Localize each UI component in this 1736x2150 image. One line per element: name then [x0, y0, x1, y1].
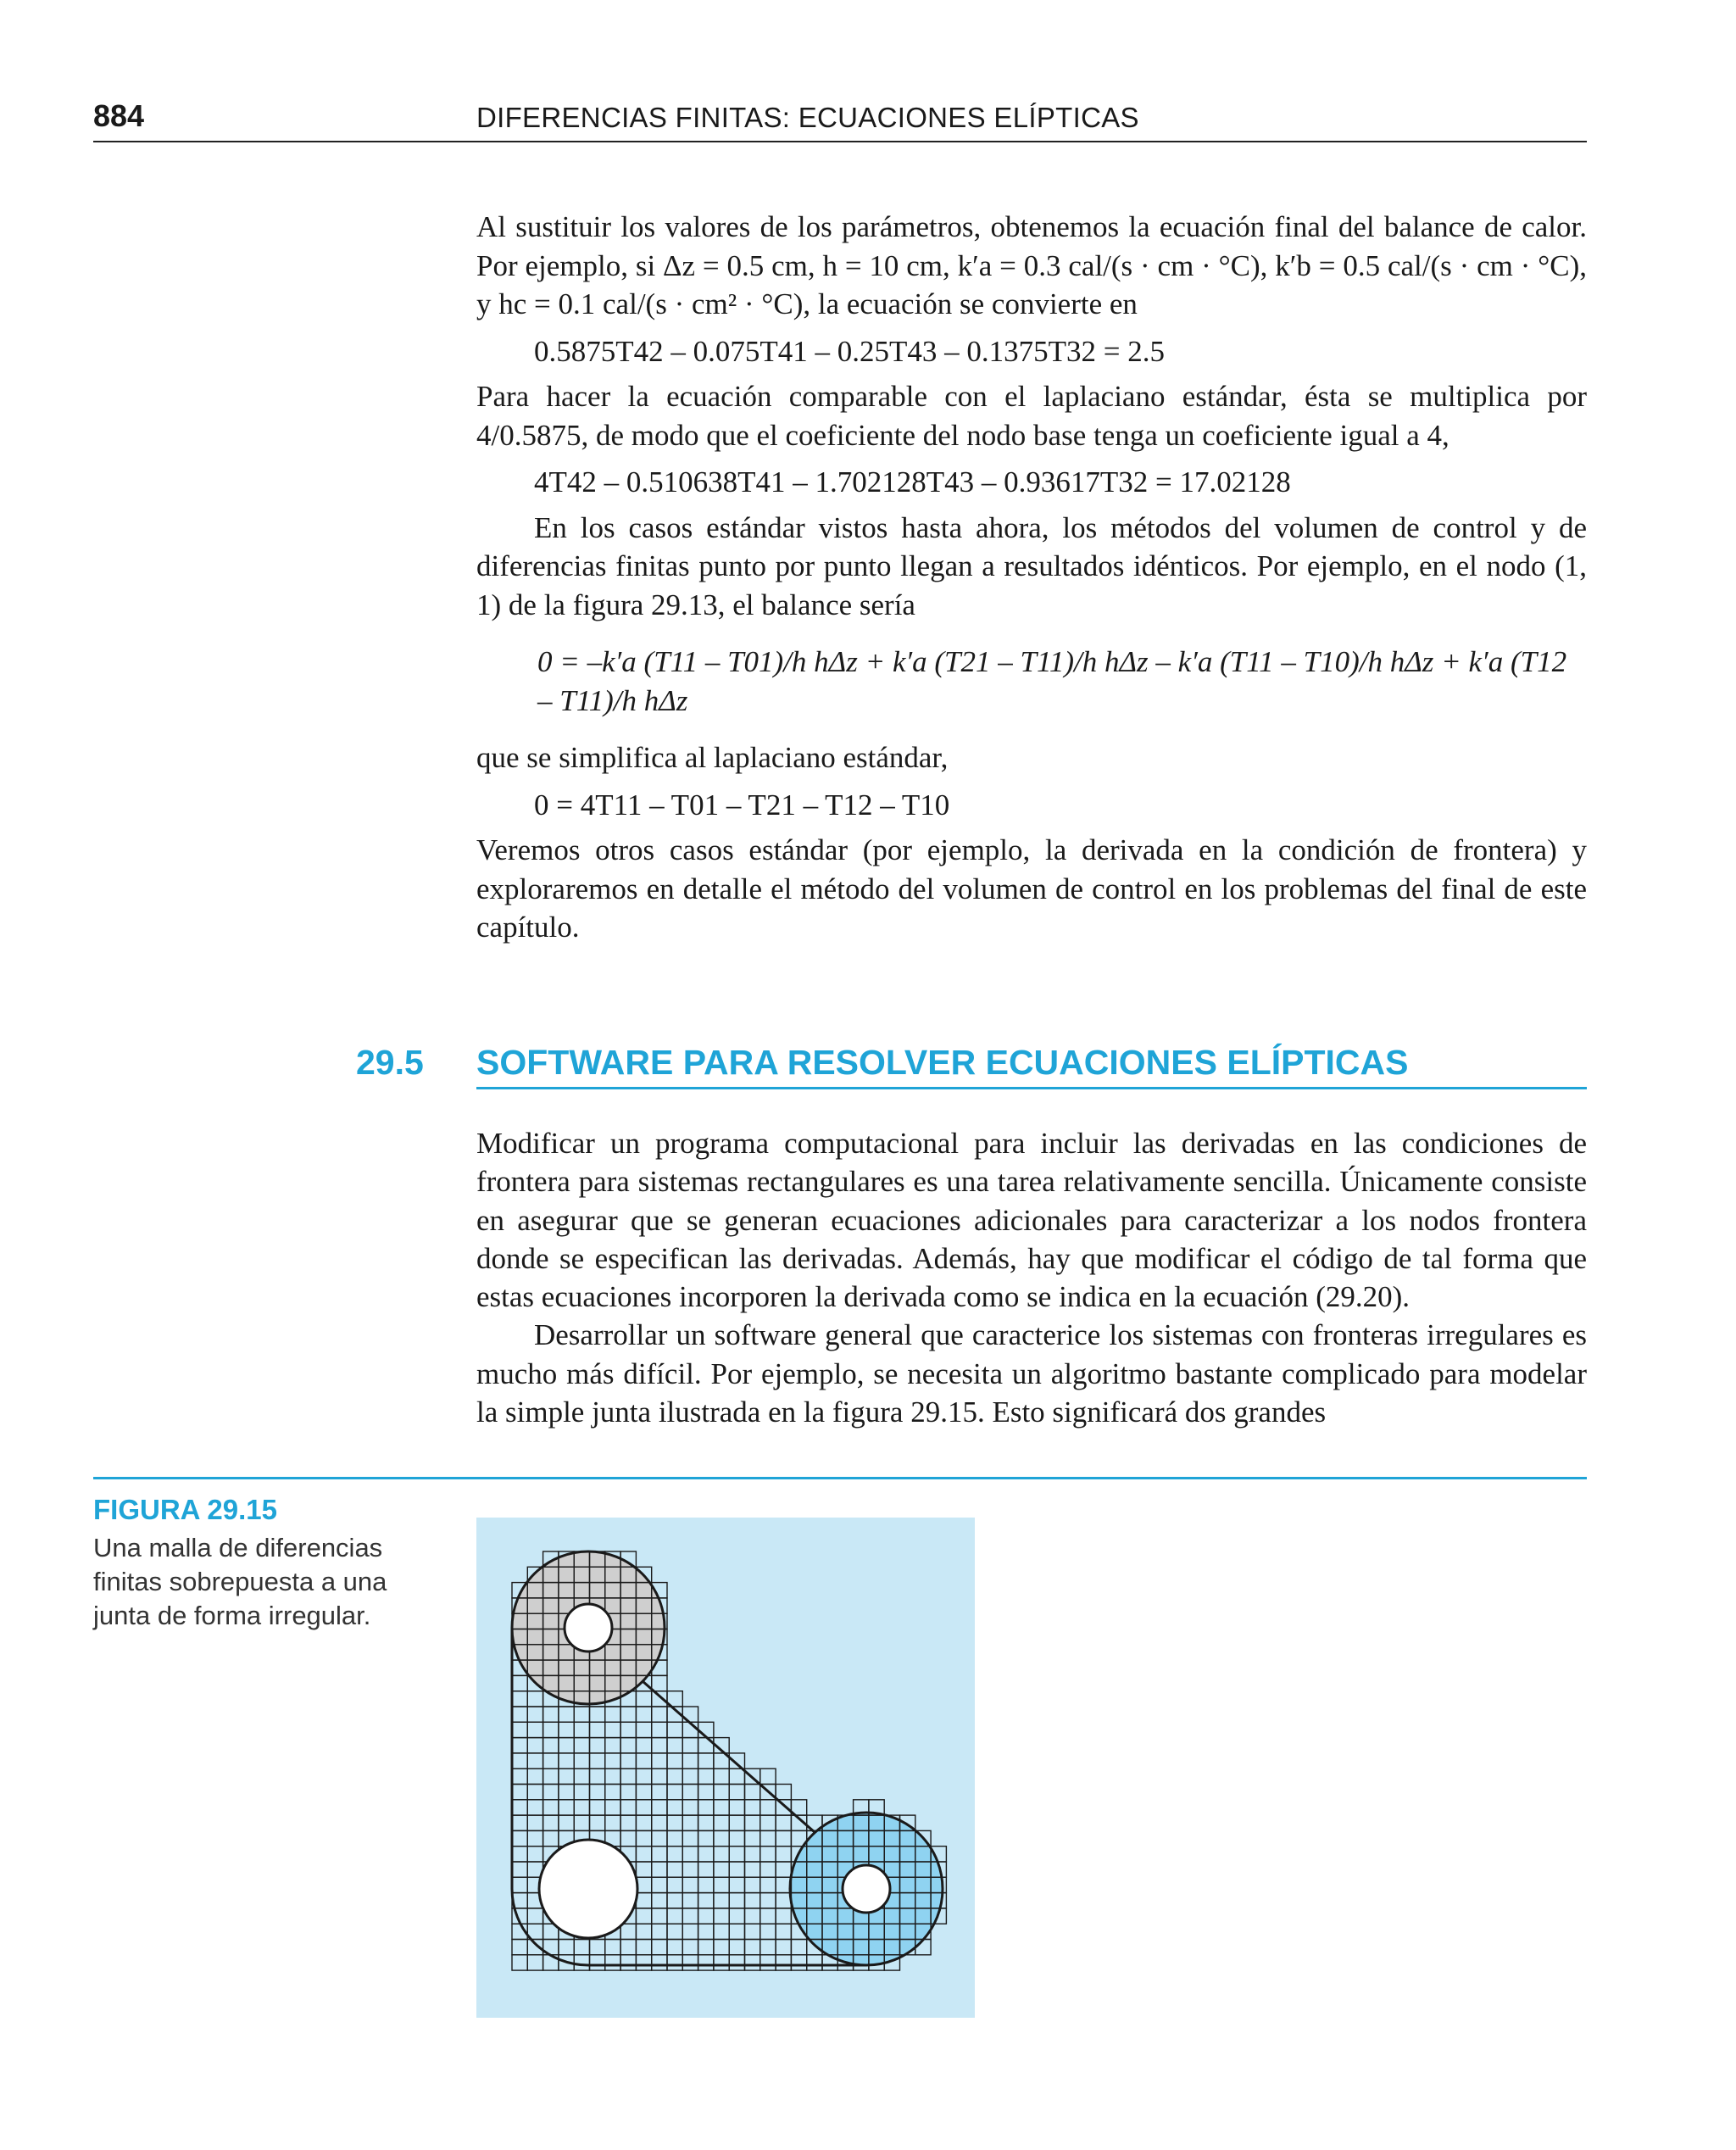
equation-4: 0 = 4T11 – T01 – T21 – T12 – T10: [534, 788, 950, 822]
equation-3: 0 = –k′a (T11 – T01)/h hΔz + k′a (T21 – T11)/h hΔz – k′a (T11 – T10)/h hΔz + k′a (T12 – T11)/h hΔz: [537, 645, 1567, 717]
section-title: SOFTWARE PARA RESOLVER ECUACIONES ELÍPTICAS: [476, 1043, 1409, 1082]
mesh-diagram: [476, 1518, 975, 2018]
paragraph-4: que se simplifica al laplaciano estándar,: [476, 741, 949, 774]
section-rule: [476, 1087, 1587, 1089]
section-heading: [93, 1041, 1587, 1092]
figure-caption: Una malla de diferencias finitas sobrepuesta a una junta de forma irregular.: [93, 1533, 387, 1630]
main-text: [476, 208, 1587, 947]
hole-top: [565, 1604, 612, 1651]
page-header: [93, 95, 1587, 142]
paragraph-5: Veremos otros casos estándar (por ejemplo, la derivada en la condición de frontera) y exploraremos en detalle el método del volumen de control en los problemas del final de este capítulo.: [476, 833, 1587, 944]
equation-1: 0.5875T42 – 0.075T41 – 0.25T43 – 0.1375T32 = 2.5: [534, 334, 1166, 368]
figure-label: FIGURA 29.15: [93, 1494, 278, 1525]
figure-29-15: [476, 1518, 975, 2018]
equation-2: 4T42 – 0.510638T41 – 1.702128T43 – 0.93617T32 = 17.02128: [534, 465, 1291, 499]
paragraph-3: En los casos estándar vistos hasta ahora, los métodos del volumen de control y de diferencias finitas punto por punto llegan a resultados idénticos. Por ejemplo, en el nodo (1, 1) de la figura 29.13, el balance sería: [476, 510, 1587, 621]
paragraph-1: Al sustituir los valores de los parámetros, obtenemos la ecuación final del balance de calor. Por ejemplo, si Δz = 0.5 cm, h = 10 cm, k′a = 0.3 cal/(s · cm · °C), k′b = 0.5 cal/(s · cm · °C), y hc = 0.1 cal/(s · cm² · °C), la ecuación se convierte en: [476, 210, 1587, 320]
hole-bottom-left: [539, 1840, 637, 1938]
section-text: [476, 1124, 1587, 1431]
section-number: 29.5: [356, 1043, 424, 1082]
hole-bottom-right: [843, 1865, 890, 1913]
figure-rule: [93, 1477, 1587, 1479]
page-number: 884: [93, 98, 145, 133]
paragraph-7: Desarrollar un software general que caracterice los sistemas con fronteras irregulares es mucho más difícil. Por ejemplo, se necesita un algoritmo bastante complicado para modelar la simple junta ilustrada en la figura 29.15. Esto significará dos grandes: [476, 1318, 1587, 1429]
paragraph-2: Para hacer la ecuación comparable con el laplaciano estándar, ésta se multiplica por 4/0.5875, de modo que el coeficiente del nodo base tenga un coeficiente igual a 4,: [476, 380, 1587, 452]
running-head: DIFERENCIAS FINITAS: ECUACIONES ELÍPTICAS: [476, 102, 1139, 133]
paragraph-6: Modificar un programa computacional para incluir las derivadas en las condiciones de frontera para sistemas rectangulares es una tarea relativamente sencilla. Únicamente consiste en asegurar que se generan ecuaciones adicionales para caracterizar a los nodos frontera donde se especifican las derivadas. Además, hay que modificar el código de tal forma que estas ecuaciones incorporen la derivada como se indica en la ecuación (29.20).: [476, 1127, 1587, 1314]
